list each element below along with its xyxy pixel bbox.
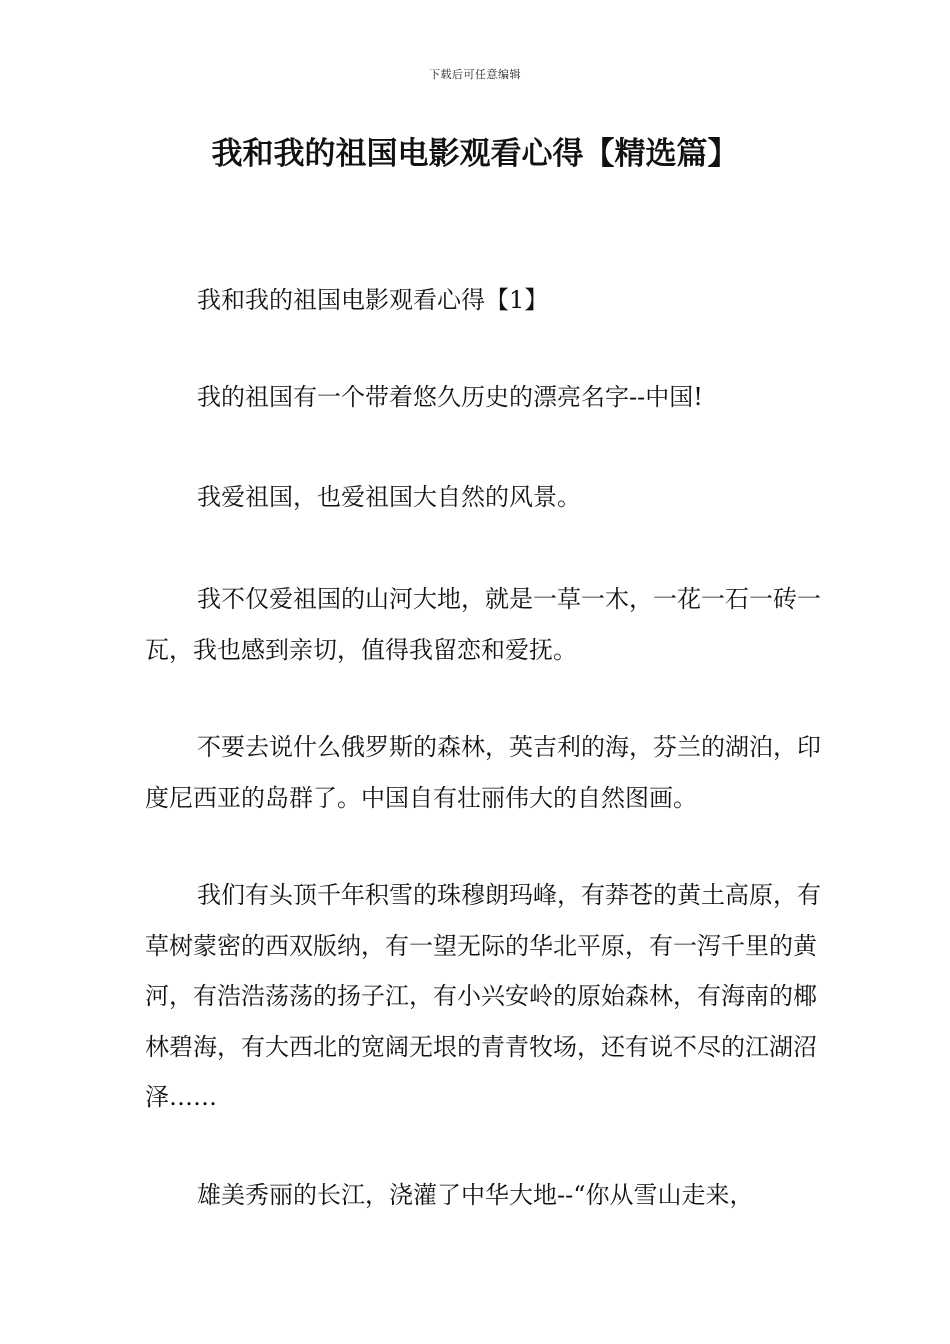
paragraph: 我们有头顶千年积雪的珠穆朗玛峰，有莽苍的黄土高原，有草树蒙密的西双版纳，有一望无际的华北平原，有一泻千里的黄河，有浩浩荡荡的扬子江，有小兴安岭的原始森林，有海南的椰林碧海，有大西北的宽阔无垠的青青牧场，还有说不尽的江湖沼泽……: [145, 881, 821, 1111]
paragraph-subtitle: 我和我的祖国电影观看心得【1】: [197, 286, 549, 314]
document-title: 我和我的祖国电影观看心得【精选篇】: [211, 136, 739, 172]
paragraph: 我爱祖国，也爱祖国大自然的风景。: [197, 483, 581, 511]
paragraph: 雄美秀丽的长江，浇灌了中华大地--“你从雪山走来，: [197, 1181, 754, 1209]
paragraph: 不要去说什么俄罗斯的森林，英吉利的海，芬兰的湖泊，印度尼西亚的岛群了。中国自有壮丽伟大的自然图画。: [145, 733, 821, 812]
paragraph: 我不仅爱祖国的山河大地，就是一草一木，一花一石一砖一瓦，我也感到亲切，值得我留恋和爱抚。: [145, 585, 821, 664]
page-header-note: 下载后可任意编辑: [429, 68, 521, 81]
paragraph: 我的祖国有一个带着悠久历史的漂亮名字--中国!: [197, 383, 703, 411]
